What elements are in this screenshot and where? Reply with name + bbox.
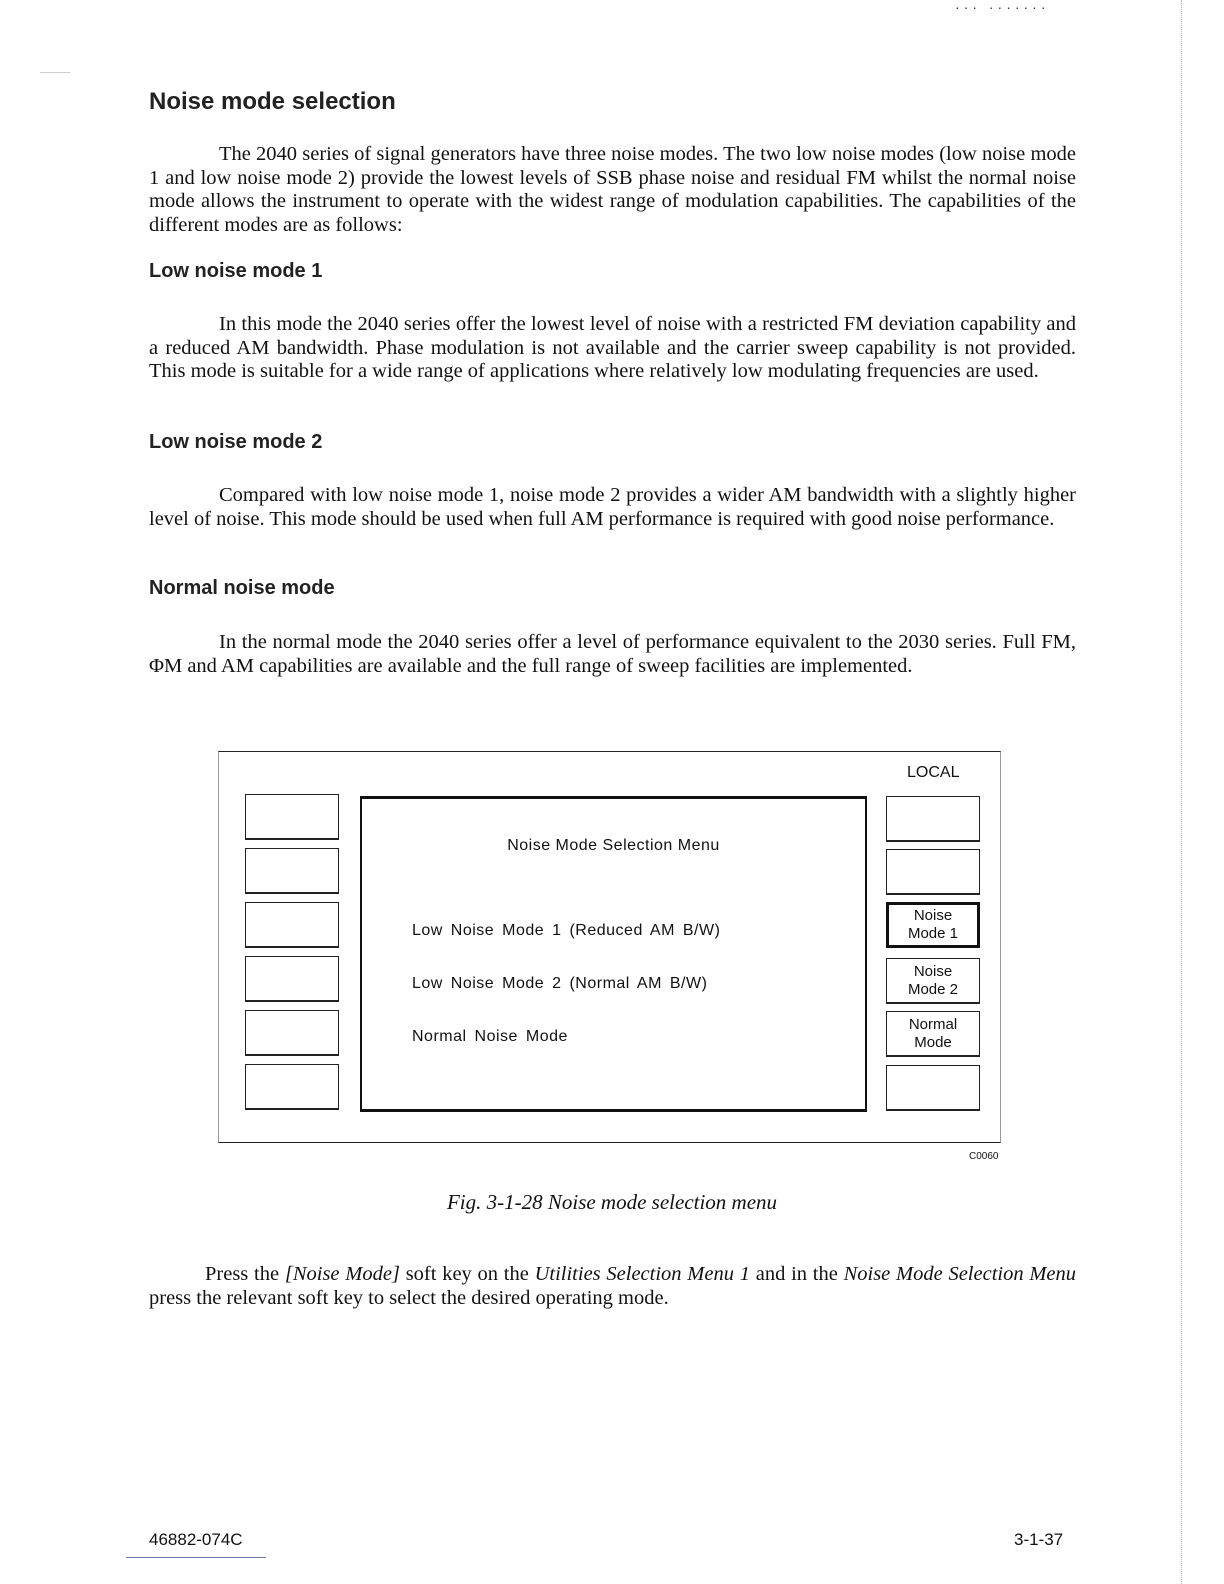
intro-paragraph: The 2040 series of signal generators have three noise modes. The two low noise modes (low noise mode 1 and low noise mode 2) provide the lowest levels of SSB phase noise and residual FM whilst the normal noise mode allows the instrument to operate with the widest range of modulation capabilities. The capabilities of the different modes are as follows: bbox=[149, 143, 1076, 236]
footer-rule bbox=[126, 1557, 266, 1558]
document-number: 46882-074C bbox=[149, 1530, 243, 1549]
closing-text-2: soft key on the bbox=[399, 1263, 535, 1285]
normal-mode-softkey[interactable]: Normal Mode bbox=[886, 1011, 980, 1057]
paragraph-normal-noise-mode: In the normal mode the 2040 series offer a level of performance equivalent to the 2030 series. Full FM, ΦM and AM capabilities are available and the full range of sweep facilities are implemented. bbox=[149, 631, 1076, 677]
noise-mode-figure bbox=[218, 751, 1001, 1143]
heading-low-noise-mode-2: Low noise mode 2 bbox=[149, 431, 323, 453]
closing-text-1: Press the bbox=[205, 1263, 285, 1285]
noise-mode-menu-ref: Noise Mode Selection Menu bbox=[843, 1263, 1077, 1285]
scan-artifact bbox=[40, 72, 70, 73]
noise-mode-key-ref: [Noise Mode] bbox=[284, 1263, 400, 1285]
local-label: LOCAL bbox=[907, 764, 960, 781]
closing-text-4: press the relevant soft key to select the desired operating mode. bbox=[149, 1286, 669, 1309]
closing-text-3: and in the bbox=[749, 1263, 844, 1285]
page-title: Noise mode selection bbox=[149, 88, 396, 115]
noise-mode-1-softkey[interactable]: Noise Mode 1 bbox=[886, 902, 980, 948]
heading-normal-noise-mode: Normal noise mode bbox=[149, 577, 335, 599]
left-softkey-1[interactable] bbox=[245, 794, 339, 840]
screen-title: Noise Mode Selection Menu bbox=[507, 837, 720, 854]
display-screen bbox=[360, 796, 867, 1112]
right-softkey-2[interactable] bbox=[886, 849, 980, 895]
left-softkey-2[interactable] bbox=[245, 848, 339, 894]
menu-line-normal-noise-mode: Normal Noise Mode bbox=[412, 1028, 568, 1045]
figure-code: C0060 bbox=[969, 1151, 999, 1162]
left-softkey-6[interactable] bbox=[245, 1064, 339, 1110]
menu-line-low-noise-mode-1: Low Noise Mode 1 (Reduced AM B/W) bbox=[412, 922, 721, 939]
right-softkey-1[interactable] bbox=[886, 796, 980, 842]
margin-rule bbox=[1181, 0, 1182, 1584]
menu-line-low-noise-mode-2: Low Noise Mode 2 (Normal AM B/W) bbox=[412, 975, 708, 992]
figure-caption: Fig. 3-1-28 Noise mode selection menu bbox=[446, 1190, 778, 1214]
noise-mode-2-softkey[interactable]: Noise Mode 2 bbox=[886, 958, 980, 1004]
page-number: 3-1-37 bbox=[1014, 1530, 1064, 1549]
left-softkey-4[interactable] bbox=[245, 956, 339, 1002]
header-mark: ··· ······· bbox=[955, 0, 1050, 15]
left-softkey-3[interactable] bbox=[245, 902, 339, 948]
utilities-menu-ref: Utilities Selection Menu 1 bbox=[534, 1263, 750, 1285]
right-softkey-6[interactable] bbox=[886, 1065, 980, 1111]
closing-paragraph bbox=[149, 1263, 1076, 1310]
paragraph-low-noise-mode-1: In this mode the 2040 series offer the lowest level of noise with a restricted FM deviation capability and a reduced AM bandwidth. Phase modulation is not available and the carrier sweep capability is not provided. This mode is suitable for a wide range of applications where relatively low modulating frequencies are used. bbox=[149, 313, 1076, 382]
paragraph-low-noise-mode-2: Compared with low noise mode 1, noise mode 2 provides a wider AM bandwidth with a slightly higher level of noise. This mode should be used when full AM performance is required with good noise performance. bbox=[149, 484, 1076, 530]
left-softkey-5[interactable] bbox=[245, 1010, 339, 1056]
heading-low-noise-mode-1: Low noise mode 1 bbox=[149, 260, 323, 282]
